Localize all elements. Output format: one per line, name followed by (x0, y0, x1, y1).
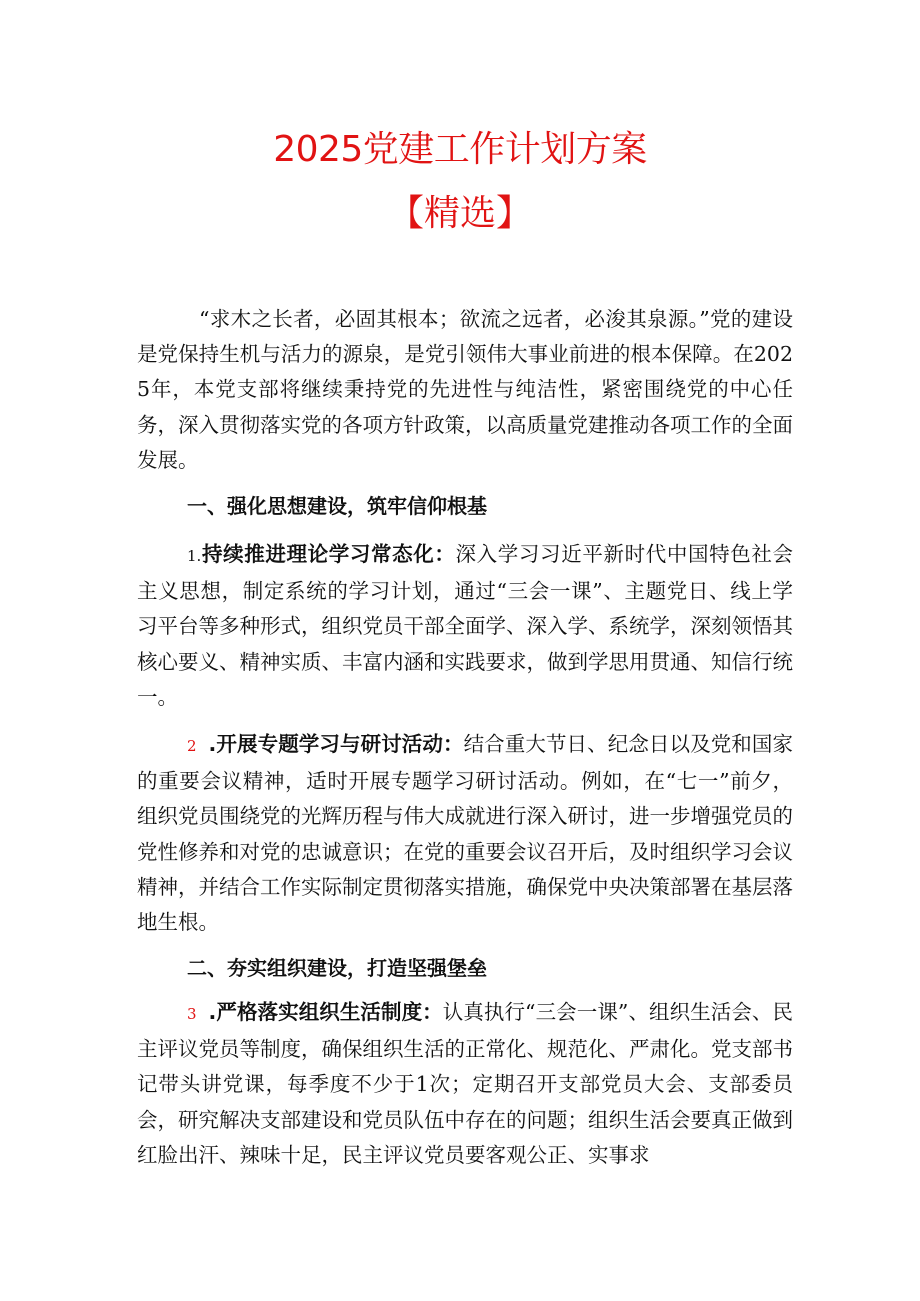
item-lead: .严格落实组织生活制度： (208, 1000, 443, 1024)
section-heading-2: 二、夯实组织建设，打造坚强堡垒 (187, 956, 487, 980)
item-number: 1. (187, 547, 202, 565)
item-body: 认真执行“三会一课”、组织生活会、民主评议党员等制度，确保组织生活的正常化、规范化、严肃化。党支部书记带头讲党课，每季度不少于1次；定期召开支部党员大会、支部委员会，研究解决支部建设和党员队伍中存在的问题；组织生活会要真正做到红脸出汗、辣味十足，民主评议党员要客观公正、实事求 (137, 1000, 793, 1167)
section-heading-1: 一、强化思想建设，筑牢信仰根基 (187, 494, 487, 518)
intro-paragraph: “求木之长者，必固其根本；欲流之远者，必浚其泉源。”党的建设是党保持生机与活力的源泉，是党引领伟大事业前进的根本保障。在2025年，本党支部将继续秉持党的先进性与纯洁性，紧密围绕党的中心任务，深入贯彻落实党的各项方针政策，以高质量党建推动各项工作的全面发展。 (137, 307, 793, 472)
item-lead: 持续推进理论学习常态化： (201, 542, 456, 566)
item-number: 3 (187, 1005, 197, 1023)
item-body: 深入学习习近平新时代中国特色社会主义思想，制定系统的学习计划，通过“三会一课”、主题党日、线上学习平台等多种形式，组织党员干部全面学、深入学、系统学，深刻领悟其核心要义、精神实质、丰富内涵和实践要求，做到学思用贯通、知信行统一。 (137, 542, 794, 709)
item-body: 结合重大节日、纪念日以及党和国家的重要会议精神，适时开展专题学习研讨活动。例如，在“七一”前夕，组织党员围绕党的光辉历程与伟大成就进行深入研讨，进一步增强党员的党性修养和对党的忠诚意识；在党的重要会议召开后，及时组织学习会议精神，并结合工作实际制定贯彻落实措施，确保党中央决策部署在基层落地生根。 (137, 732, 794, 935)
item-number: 2 (187, 737, 197, 755)
list-item (137, 537, 793, 715)
document-title: 2025党建工作计划方案 (273, 129, 647, 170)
list-item (137, 727, 793, 940)
list-item (137, 995, 793, 1173)
item-lead: .开展专题学习与研讨活动： (208, 732, 464, 756)
document-subtitle: 【精选】 (387, 193, 532, 234)
